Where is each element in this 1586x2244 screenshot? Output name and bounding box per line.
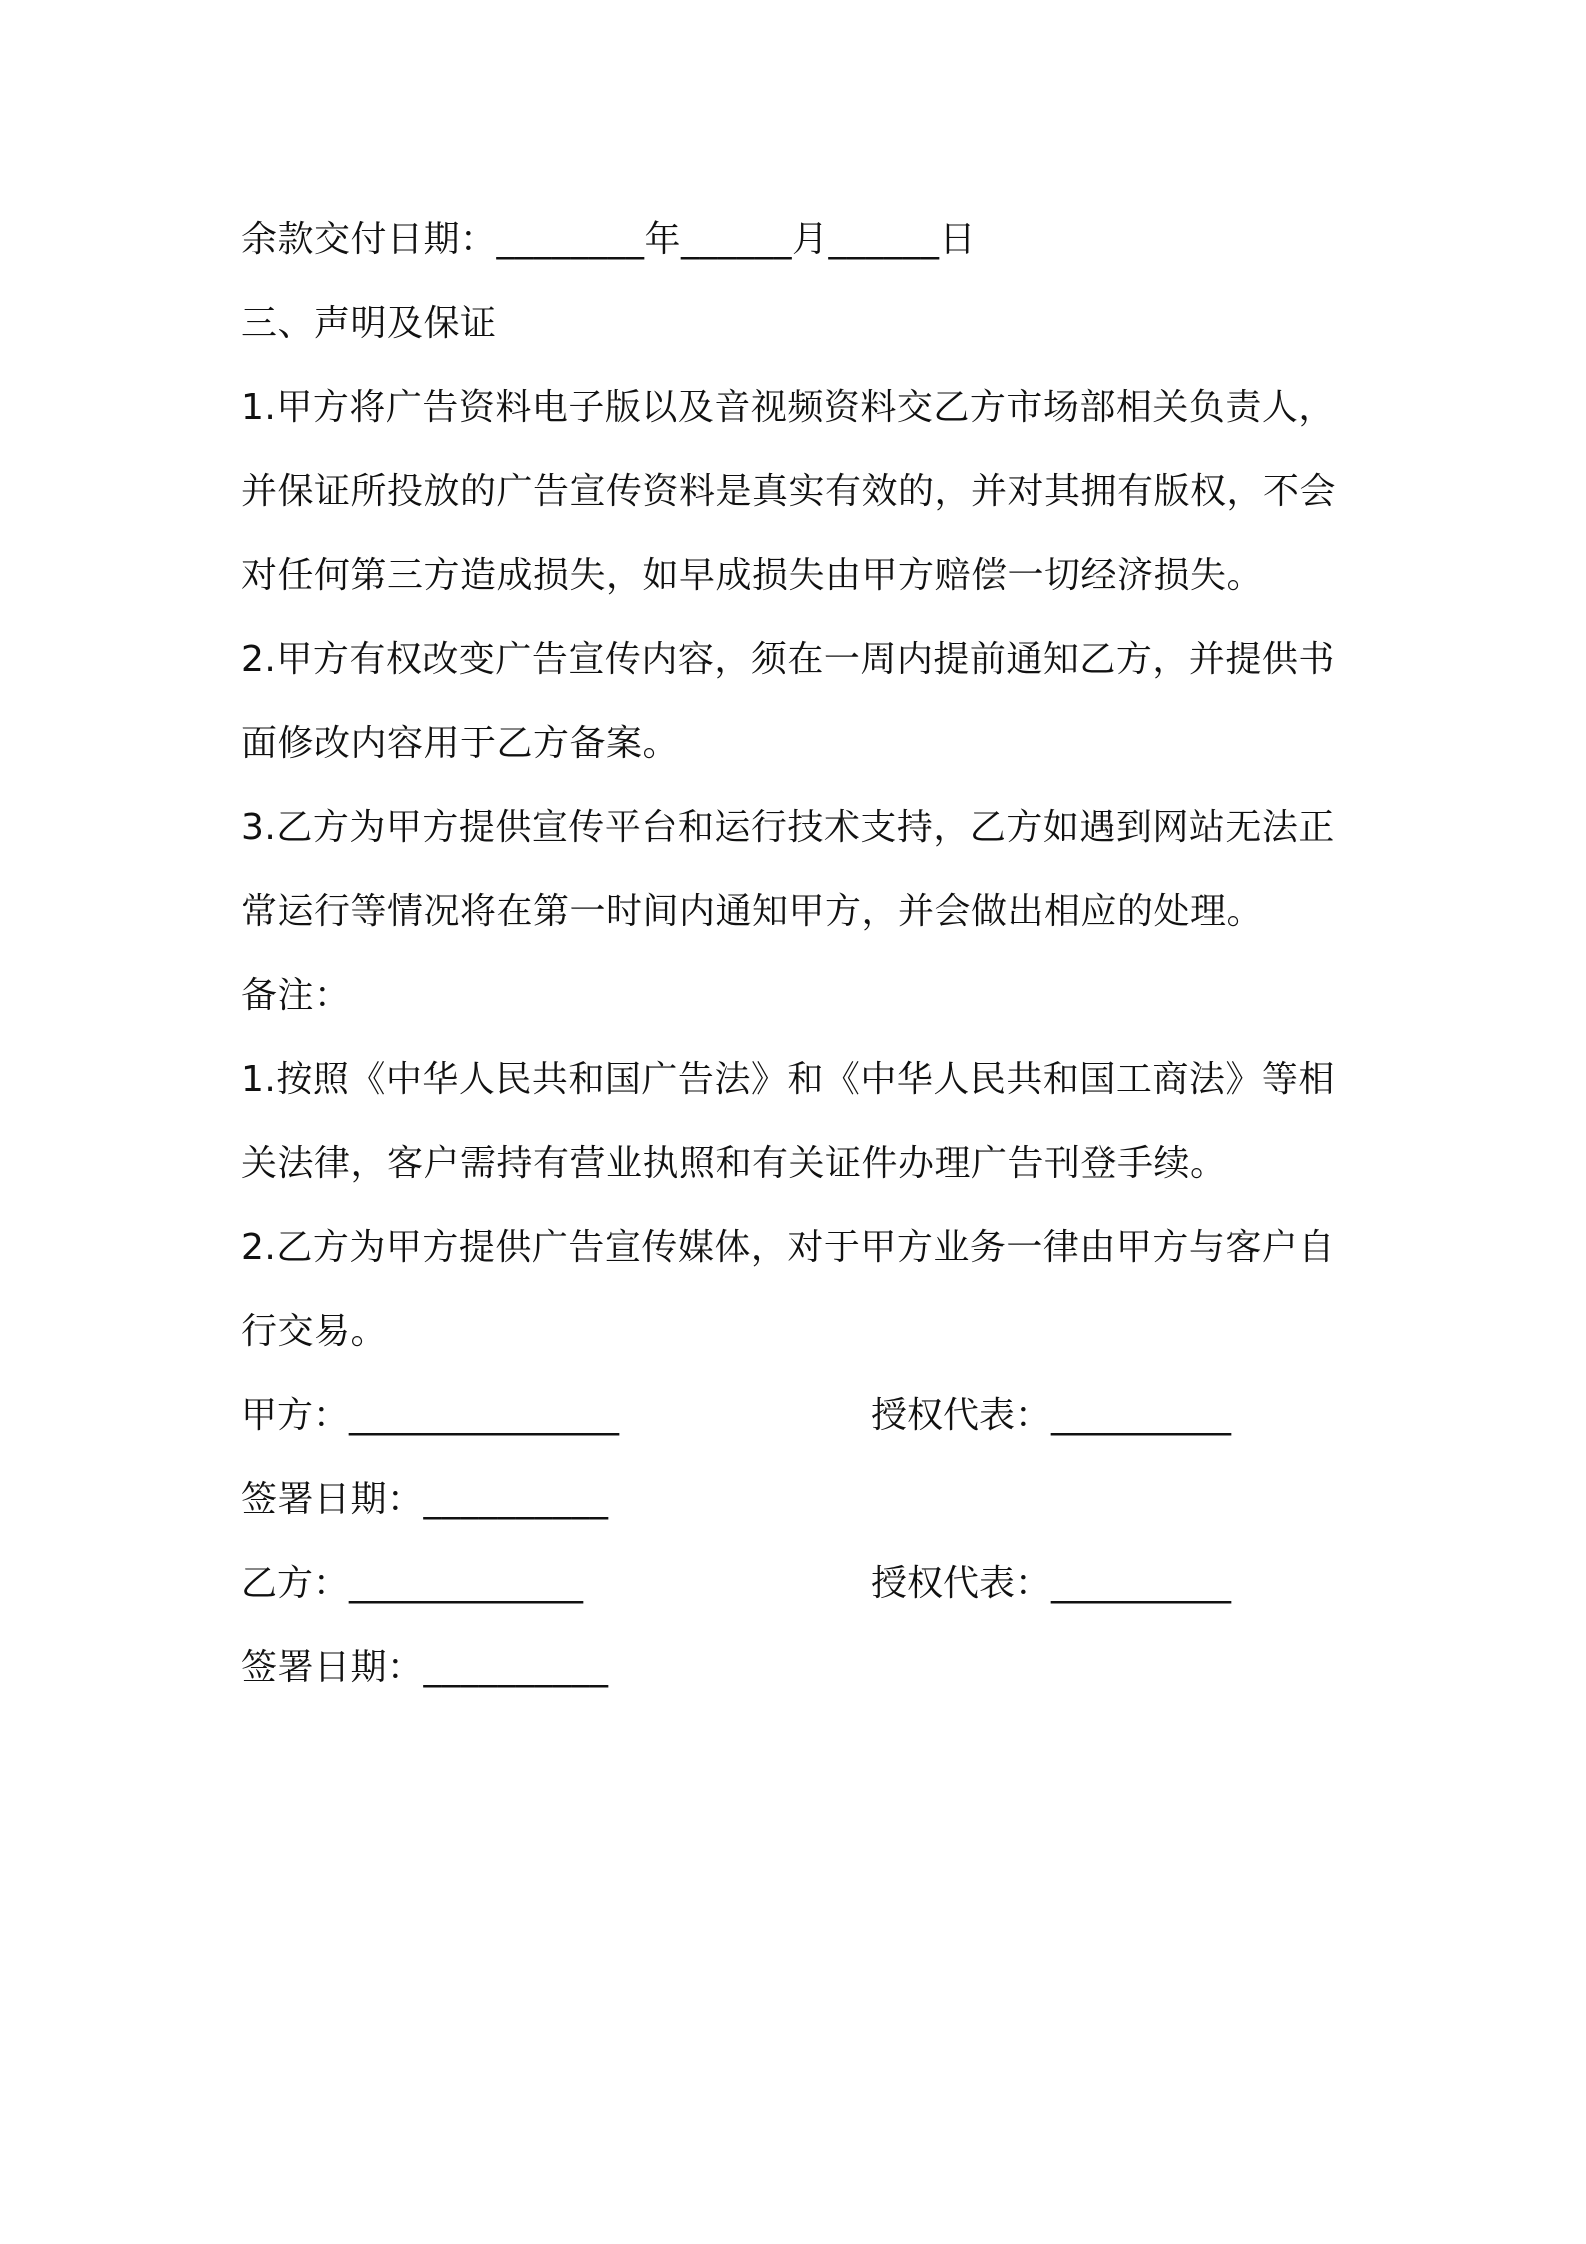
clause-1-line-3: 对任何第三方造成损失，如早成损失由甲方赔偿一切经济损失。 [241, 555, 1264, 596]
section-heading: 三、声明及保证 [241, 303, 497, 344]
remarks-heading: 备注： [241, 975, 351, 1016]
clause-3-line-1: 3.乙方为甲方提供宣传平台和运行技术支持，乙方如遇到网站无法正 [241, 807, 1335, 848]
party-a-field: 甲方：_______________ [241, 1395, 620, 1436]
clause-1-line-1: 1.甲方将广告资料电子版以及音视频资料交乙方市场部相关负责人， [241, 387, 1335, 428]
party-b-representative-field: 授权代表：__________ [871, 1563, 1232, 1604]
remark-1-line-1: 1.按照《中华人民共和国广告法》和《中华人民共和国工商法》等相 [241, 1059, 1335, 1100]
party-a-representative-field: 授权代表：__________ [871, 1395, 1232, 1436]
party-a-signature-row [241, 1374, 1356, 1458]
clause-2-line-2: 面修改内容用于乙方备案。 [241, 723, 680, 764]
party-a-sign-date: 签署日期：__________ [241, 1479, 609, 1520]
party-b-signature-row [241, 1542, 1356, 1626]
document-body [241, 198, 1356, 1710]
party-b-field: 乙方：_____________ [241, 1563, 584, 1604]
remark-1-line-2: 关法律，客户需持有营业执照和有关证件办理广告刊登手续。 [241, 1143, 1227, 1184]
party-b-sign-date: 签署日期：__________ [241, 1647, 609, 1688]
clause-1-line-2: 并保证所投放的广告宣传资料是真实有效的，并对其拥有版权，不会 [241, 471, 1337, 512]
clause-3-line-2: 常运行等情况将在第一时间内通知甲方，并会做出相应的处理。 [241, 891, 1264, 932]
remark-2-line-1: 2.乙方为甲方提供广告宣传媒体，对于甲方业务一律由甲方与客户自 [241, 1227, 1335, 1268]
clause-2-line-1: 2.甲方有权改变广告宣传内容，须在一周内提前通知乙方，并提供书 [241, 639, 1335, 680]
balance-payment-date: 余款交付日期：________年______月______日 [241, 219, 977, 260]
remark-2-line-2: 行交易。 [241, 1311, 388, 1352]
